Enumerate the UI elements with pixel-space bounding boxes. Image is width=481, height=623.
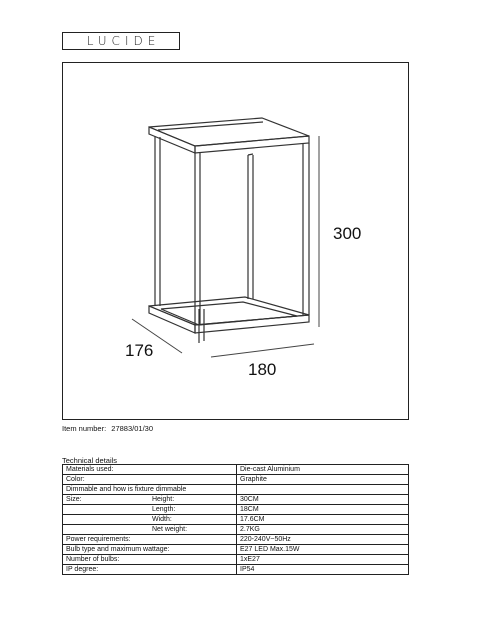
spec-label-split (63, 515, 237, 525)
spec-value: 220-240V~50Hz (237, 535, 409, 545)
table-row (63, 505, 409, 515)
table-row (63, 495, 409, 505)
table-row (63, 485, 409, 495)
item-number (62, 424, 156, 433)
table-row (63, 475, 409, 485)
spec-label: Power requirements: (63, 535, 237, 545)
height-dimension-label: 300 (333, 224, 362, 243)
spec-label: IP degree: (63, 565, 237, 575)
item-number-value: 27883/01/30 (111, 424, 153, 433)
technical-details-title: Technical details (62, 456, 118, 465)
spec-value: IP54 (237, 565, 409, 575)
spec-value: 1xE27 (237, 555, 409, 565)
spec-label: Dimmable and how is fixture dimmable (63, 485, 237, 495)
technical-details-table (62, 464, 409, 575)
lucide-logo: LUCIDE (62, 32, 180, 50)
product-drawing-frame (62, 62, 409, 420)
spec-label (66, 505, 152, 514)
spec-label-split (63, 525, 237, 535)
spec-label: Color: (63, 475, 237, 485)
depth-dimension-label: 176 (125, 341, 154, 360)
spec-label (66, 525, 152, 534)
table-row (63, 535, 409, 545)
spec-label (66, 515, 152, 524)
spec-label-split (63, 505, 237, 515)
length-dimension-label: 180 (248, 360, 277, 379)
spec-label: Materials used: (63, 465, 237, 475)
spec-value: 17.6CM (237, 515, 409, 525)
spec-value: 30CM (237, 495, 409, 505)
spec-sublabel: Net weight: (152, 526, 188, 533)
item-number-label: Item number: (62, 424, 107, 433)
table-row (63, 525, 409, 535)
spec-sublabel: Width: (152, 516, 172, 523)
table-row (63, 465, 409, 475)
spec-sublabel: Length: (152, 506, 176, 513)
spec-value: Die-cast Aluminium (237, 465, 409, 475)
spec-label: Number of bulbs: (63, 555, 237, 565)
spec-label: Size: (66, 496, 82, 503)
table-row (63, 555, 409, 565)
table-row (63, 545, 409, 555)
spec-label: Bulb type and maximum wattage: (63, 545, 237, 555)
spec-value: 2.7KG (237, 525, 409, 535)
spec-sublabel: Height: (152, 496, 175, 503)
spec-value: 18CM (237, 505, 409, 515)
table-row (63, 565, 409, 575)
spec-value: Graphite (237, 475, 409, 485)
spec-value (237, 485, 409, 495)
table-row (63, 515, 409, 525)
spec-label-split (63, 495, 237, 505)
spec-value: E27 LED Max.15W (237, 545, 409, 555)
